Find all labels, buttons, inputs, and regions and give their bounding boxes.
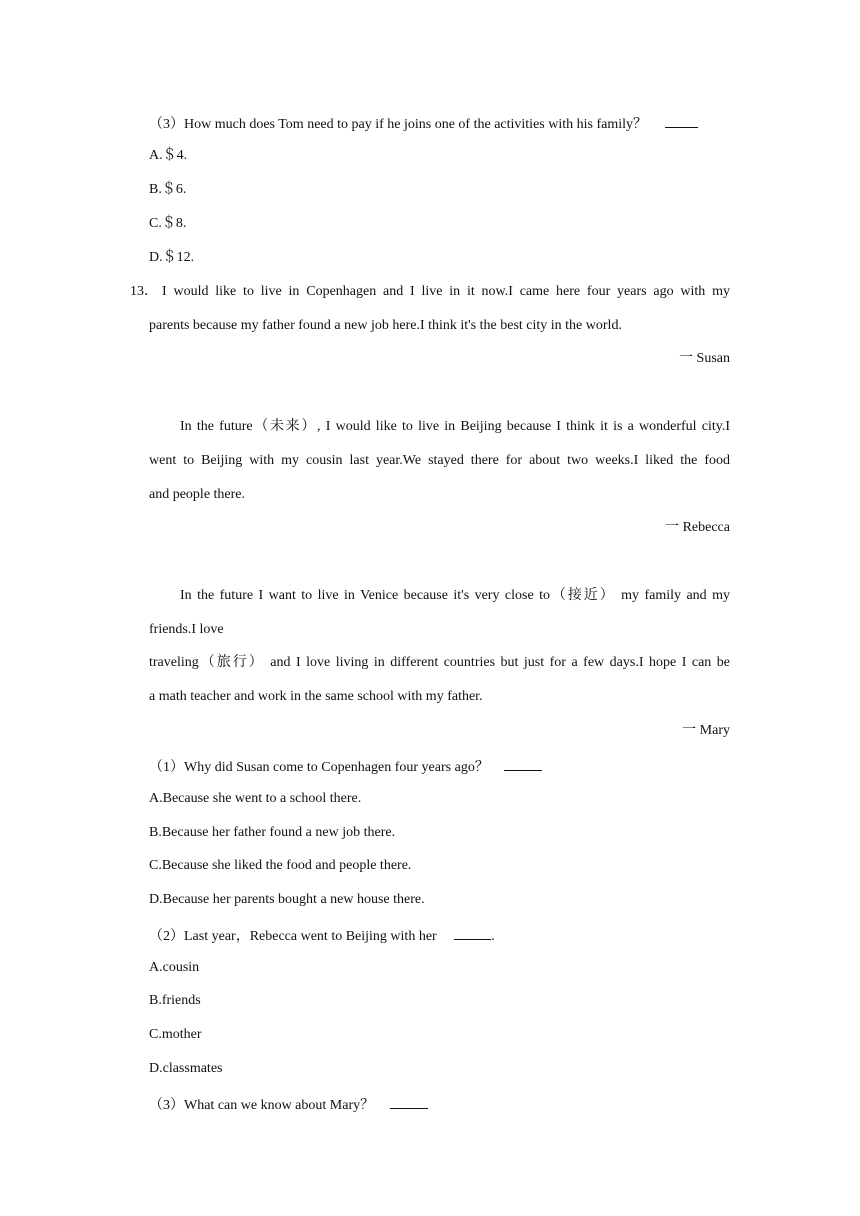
mary-paragraph-line-2: friends.I love bbox=[149, 622, 224, 637]
option-a: A.＄4. bbox=[149, 148, 188, 163]
rebecca-paragraph-line-2: went to Beijing with my cousin last year.We stayed there for about two weeks.I liked the food bbox=[149, 453, 730, 468]
question-13-number: 13． bbox=[130, 284, 158, 299]
option-c: C.mother bbox=[149, 1027, 202, 1042]
option-b: B.friends bbox=[149, 993, 201, 1008]
question-stem-tail: . bbox=[491, 929, 495, 944]
susan-signature: 一 Susan bbox=[679, 351, 730, 366]
option-d: D.classmates bbox=[149, 1061, 223, 1076]
rebecca-paragraph-line-1: In the future（未来）, I would like to live in Beijing because I think it is a wonderful city.I bbox=[180, 419, 730, 434]
question-stem-text: （3）How much does Tom need to pay if he joins one of the activities with his family？ bbox=[149, 117, 648, 132]
question-13-1-stem bbox=[149, 756, 542, 777]
susan-paragraph-line-1: I would like to live in Copenhagen and I live in it now.I came here four years ago with my bbox=[162, 284, 730, 299]
option-c: C.Because she liked the food and people there. bbox=[149, 858, 412, 873]
rebecca-signature: 一 Rebecca bbox=[665, 520, 730, 535]
susan-paragraph-line-2: parents because my father found a new job here.I think it's the best city in the world. bbox=[149, 318, 622, 333]
question-stem-text: （1）Why did Susan come to Copenhagen four years ago？ bbox=[149, 760, 489, 775]
mary-paragraph-line-4: a math teacher and work in the same school with my father. bbox=[149, 689, 483, 704]
question-stem-text: （3）What can we know about Mary？ bbox=[149, 1098, 375, 1113]
option-c: C.＄8. bbox=[149, 216, 187, 231]
mary-paragraph-line-3: traveling（旅行） and I love living in different countries but just for a few days.I hope I can be bbox=[149, 655, 730, 670]
option-d: D.＄12. bbox=[149, 250, 195, 265]
option-a: A.Because she went to a school there. bbox=[149, 791, 362, 806]
mary-paragraph-line-1: In the future I want to live in Venice because it's very close to（接近） my family and my bbox=[180, 588, 730, 603]
option-a: A.cousin bbox=[149, 960, 200, 975]
question-13-3-stem bbox=[149, 1094, 428, 1115]
option-b: B.＄6. bbox=[149, 182, 187, 197]
answer-blank[interactable] bbox=[504, 756, 542, 771]
option-b: B.Because her father found a new job there. bbox=[149, 825, 396, 840]
rebecca-paragraph-line-3: and people there. bbox=[149, 487, 246, 502]
answer-blank[interactable] bbox=[665, 113, 698, 128]
question-12-3-stem bbox=[149, 113, 698, 134]
question-13-2-stem bbox=[149, 925, 495, 946]
option-d: D.Because her parents bought a new house there. bbox=[149, 892, 425, 907]
mary-signature: 一 Mary bbox=[682, 723, 730, 738]
question-stem-text: （2）Last year，Rebecca went to Beijing with her bbox=[149, 929, 437, 944]
answer-blank[interactable] bbox=[390, 1094, 428, 1109]
answer-blank[interactable] bbox=[454, 925, 491, 940]
